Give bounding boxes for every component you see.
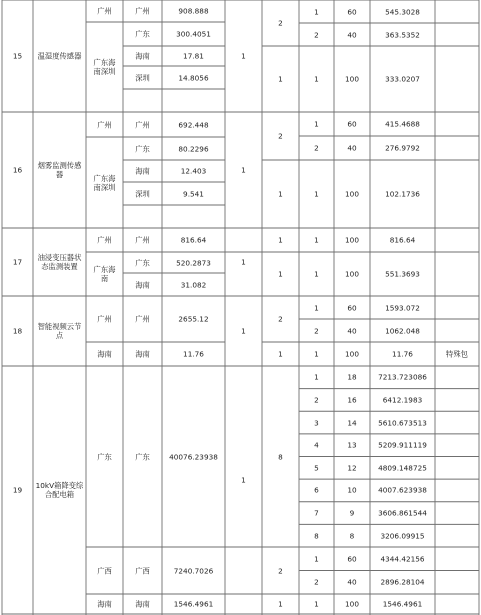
split-amount: 6412.1983 xyxy=(382,395,423,405)
quantity: 31.082 xyxy=(180,279,207,289)
split-index: 2 xyxy=(314,395,319,405)
split-percent: 60 xyxy=(347,302,357,312)
split-count: 1 xyxy=(278,269,283,279)
region-secondary: 海南 xyxy=(135,599,150,609)
split-index: 2 xyxy=(314,29,319,39)
split-index: 1 xyxy=(314,189,319,199)
quantity: 2655.12 xyxy=(178,314,209,324)
split-percent: 14 xyxy=(347,418,357,428)
split-index: 1 xyxy=(314,119,319,129)
split-percent: 8 xyxy=(349,531,355,541)
split-percent: 12 xyxy=(347,463,357,473)
split-count: 1 xyxy=(278,349,283,359)
region-secondary: 海南 xyxy=(135,51,150,61)
split-index: 5 xyxy=(314,463,319,473)
split-index: 2 xyxy=(314,325,319,335)
item-name-line: 器 xyxy=(55,170,64,179)
split-percent: 18 xyxy=(347,372,357,382)
region-primary: 广州 xyxy=(97,119,112,129)
item-name-line: 智能视频云节 xyxy=(37,321,82,331)
split-percent: 16 xyxy=(347,395,357,405)
quantity: 300.4051 xyxy=(176,29,211,39)
split-index: 1 xyxy=(314,74,319,84)
item-number: 15 xyxy=(12,51,23,61)
region-primary-line: 广东海 xyxy=(93,173,116,183)
region-secondary: 深圳 xyxy=(135,188,150,198)
split-amount: 1593.072 xyxy=(385,302,420,312)
region-primary: 广东 xyxy=(97,451,112,461)
quantity: 11.76 xyxy=(183,349,204,359)
region-primary-line: 南深圳 xyxy=(93,182,116,192)
quantity: 692.448 xyxy=(178,119,209,129)
region-secondary: 广西 xyxy=(135,565,150,575)
split-percent: 100 xyxy=(345,599,359,609)
split-count: 2 xyxy=(278,565,283,575)
split-amount: 276.9792 xyxy=(385,143,420,153)
split-amount: 415.4688 xyxy=(385,119,420,129)
item-name xyxy=(36,253,84,271)
item-name-line: 点 xyxy=(55,331,64,340)
item-name-line: 温湿度传感器 xyxy=(37,51,82,61)
item-name-line: 烟雾监测传感 xyxy=(37,160,82,170)
item-name-line: 合配电箱 xyxy=(44,490,75,499)
package-count: 1 xyxy=(241,326,246,336)
split-amount: 11.76 xyxy=(392,349,413,359)
region-secondary: 广东 xyxy=(135,143,150,153)
split-index: 1 xyxy=(314,554,319,564)
split-amount: 4007.623938 xyxy=(378,485,427,495)
quantity: 520.2873 xyxy=(176,257,211,267)
region-primary-line: 南深圳 xyxy=(93,67,116,76)
item-name-line: 10kV箱降变综 xyxy=(35,480,84,490)
region-primary: 海南 xyxy=(97,599,112,609)
item-number: 18 xyxy=(12,326,23,336)
split-amount: 1546.4961 xyxy=(382,599,423,609)
quantity: 14.8056 xyxy=(178,72,209,82)
region-primary xyxy=(88,58,122,76)
region-secondary: 广东 xyxy=(135,257,150,267)
split-index: 8 xyxy=(314,531,319,541)
region-primary: 海南 xyxy=(97,349,112,359)
quantity: 908.888 xyxy=(178,6,209,16)
item-number: 16 xyxy=(12,165,23,175)
region-secondary: 广州 xyxy=(135,119,150,129)
package-count: 1 xyxy=(241,257,246,267)
split-amount: 5610.673513 xyxy=(378,418,427,428)
split-count: 2 xyxy=(278,131,283,141)
split-index: 3 xyxy=(314,418,319,428)
region-primary: 广西 xyxy=(97,565,112,575)
package-count: 1 xyxy=(241,165,246,175)
item-number: 19 xyxy=(12,485,23,495)
item-name xyxy=(36,322,84,340)
split-percent: 40 xyxy=(347,325,357,335)
region-secondary: 广州 xyxy=(135,6,150,16)
split-amount: 4344.42156 xyxy=(380,554,425,564)
split-count: 2 xyxy=(278,18,283,28)
quantity: 9.541 xyxy=(183,188,204,198)
split-count: 2 xyxy=(278,314,283,324)
item-number: 17 xyxy=(12,257,23,267)
package-count: 1 xyxy=(241,475,246,485)
region-secondary: 海南 xyxy=(135,279,150,289)
region-primary-line: 南 xyxy=(100,274,109,283)
split-index: 1 xyxy=(314,599,319,609)
region-secondary: 广东 xyxy=(135,29,150,39)
region-primary-line: 广东海 xyxy=(93,57,116,67)
split-percent: 100 xyxy=(345,269,359,279)
quantity: 1546.4961 xyxy=(173,599,214,609)
package-count: 1 xyxy=(241,51,246,61)
split-index: 7 xyxy=(314,508,319,518)
split-percent: 60 xyxy=(347,119,357,129)
region-secondary: 海南 xyxy=(135,349,150,359)
item-name-line: 态监测装置 xyxy=(41,262,78,271)
split-index: 2 xyxy=(314,577,319,587)
split-count: 1 xyxy=(278,189,283,199)
quantity: 12.403 xyxy=(180,166,207,176)
split-index: 1 xyxy=(314,349,319,359)
split-amount: 551.3693 xyxy=(385,269,420,279)
item-name xyxy=(36,481,84,499)
region-primary xyxy=(88,173,122,191)
split-amount: 4809.148725 xyxy=(378,463,427,473)
region-secondary: 海南 xyxy=(135,166,150,176)
split-amount: 3206.09915 xyxy=(380,531,425,541)
quantity: 40076.23938 xyxy=(169,451,218,461)
region-secondary: 广东 xyxy=(135,451,150,461)
region-primary: 广州 xyxy=(97,314,112,324)
region-primary-line: 广东海 xyxy=(93,264,116,274)
split-count: 1 xyxy=(278,599,283,609)
split-index: 1 xyxy=(314,235,319,245)
split-amount: 816.64 xyxy=(389,235,416,245)
split-count: 1 xyxy=(278,74,283,84)
split-percent: 40 xyxy=(347,29,357,39)
split-amount: 102.1736 xyxy=(385,189,420,199)
split-percent: 10 xyxy=(347,485,357,495)
quantity: 7240.7026 xyxy=(173,565,214,575)
quantity: 17.81 xyxy=(183,51,204,61)
split-percent: 100 xyxy=(345,235,359,245)
split-amount: 333.0207 xyxy=(385,74,420,84)
quantity: 816.64 xyxy=(180,235,207,245)
split-percent: 40 xyxy=(347,577,357,587)
split-amount: 3606.861544 xyxy=(378,508,427,518)
region-secondary: 深圳 xyxy=(135,72,150,82)
split-percent: 100 xyxy=(345,349,359,359)
split-percent: 100 xyxy=(345,74,359,84)
split-amount: 7213.723086 xyxy=(378,372,427,382)
split-index: 1 xyxy=(314,6,319,16)
split-amount: 5209.911119 xyxy=(378,440,427,450)
split-percent: 60 xyxy=(347,554,357,564)
region-primary: 广州 xyxy=(97,6,112,16)
item-name xyxy=(36,51,84,60)
region-secondary: 广州 xyxy=(135,314,150,324)
region-primary: 广州 xyxy=(97,235,112,245)
split-percent: 60 xyxy=(347,6,357,16)
split-index: 4 xyxy=(314,440,319,450)
split-index: 2 xyxy=(314,143,319,153)
split-count: 1 xyxy=(278,235,283,245)
split-percent: 40 xyxy=(347,143,357,153)
split-percent: 9 xyxy=(349,508,355,518)
split-percent: 13 xyxy=(347,440,357,450)
region-secondary: 广州 xyxy=(135,235,150,245)
split-index: 1 xyxy=(314,372,319,382)
split-amount: 2896.28104 xyxy=(380,577,425,587)
split-count: 8 xyxy=(278,451,283,461)
split-index: 1 xyxy=(314,302,319,312)
special-package-note: 特殊包 xyxy=(446,349,468,359)
split-amount: 363.5352 xyxy=(385,29,420,39)
split-index: 6 xyxy=(314,485,319,495)
split-percent: 100 xyxy=(345,189,359,199)
item-name xyxy=(36,161,84,179)
split-amount: 545.3028 xyxy=(385,6,420,16)
split-amount: 1062.048 xyxy=(385,325,420,335)
split-index: 1 xyxy=(314,269,319,279)
quantity: 80.2296 xyxy=(178,143,209,153)
item-name-line: 油浸变压器状 xyxy=(37,252,82,262)
region-primary xyxy=(88,265,122,283)
